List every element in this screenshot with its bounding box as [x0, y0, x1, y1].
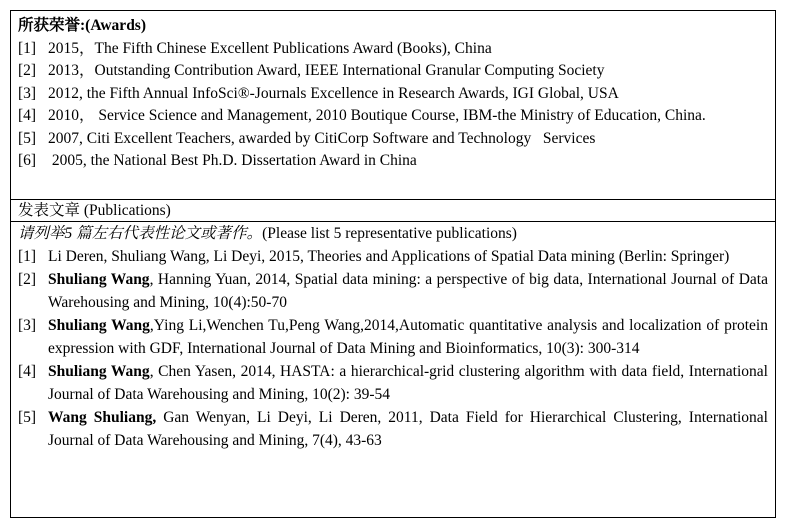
- document-frame: [10, 10, 776, 518]
- publications-section: [11, 222, 775, 452]
- publication-item: [18, 246, 768, 269]
- award-text: 2010， Service Science and Management, 2010 Boutique Course, IBM-the Ministry of Education, China.: [48, 107, 706, 124]
- publication-details: Gan Wenyan, Li Deyi, Li Deren, 2011, Data Field for Hierarchical Clustering, International Journal of Data Warehousing and Mining, 7(4), 43-63: [48, 409, 768, 449]
- publication-number: [5]: [18, 409, 37, 426]
- publication-author-bold: Wang Shuliang,: [48, 409, 157, 426]
- publication-number: [2]: [18, 271, 37, 288]
- award-text: 2015，The Fifth Chinese Excellent Publications Award (Books), China: [48, 39, 492, 57]
- publication-number: [4]: [18, 363, 37, 380]
- award-item: [18, 150, 768, 173]
- publication-citation: [48, 407, 768, 452]
- publication-item: [18, 407, 768, 452]
- publication-author-bold: Shuliang Wang: [48, 271, 150, 288]
- award-item: [18, 60, 768, 83]
- publication-item: [18, 315, 768, 360]
- award-number: [6]: [18, 152, 37, 169]
- publication-details: , Chen Yasen, 2014, HASTA: a hierarchical-grid clustering algorithm with data field, International Journal of Data Warehousing and Mining, 10(2): 39-54: [48, 363, 768, 403]
- award-number: [2]: [18, 62, 37, 79]
- publication-citation: [48, 246, 768, 269]
- award-text: 2012, the Fifth Annual InfoSci®-Journals Excellence in Research Awards, IGI Global, USA: [48, 84, 619, 102]
- publication-author-bold: Shuliang Wang: [48, 317, 150, 334]
- publication-details: Li Deren, Shuliang Wang, Li Deyi, 2015, Theories and Applications of Spatial Data mining (Berlin: Springer): [48, 247, 730, 265]
- award-text: 2007, Citi Excellent Teachers, awarded by CitiCorp Software and Technology Services: [48, 129, 596, 147]
- publications-heading: 发表文章 (Publications): [18, 202, 171, 219]
- award-number: [1]: [18, 39, 37, 57]
- award-item: [18, 105, 768, 128]
- publication-citation: [48, 315, 768, 360]
- award-item: [18, 128, 768, 151]
- award-item: [18, 38, 768, 61]
- awards-section: [11, 11, 775, 200]
- publication-item: [18, 269, 768, 314]
- publication-item: [18, 361, 768, 406]
- publication-number: [1]: [18, 247, 37, 265]
- instruction-english: (Please list 5 representative publications): [262, 225, 517, 242]
- awards-heading: 所获荣誉:(Awards): [18, 17, 147, 34]
- publication-details: , Hanning Yuan, 2014, Spatial data mining: a perspective of big data, International Journal of Data Warehousing and Mining, 10(4):50-70: [48, 271, 768, 311]
- publication-citation: [48, 269, 768, 314]
- award-number: [3]: [18, 84, 37, 102]
- publication-number: [3]: [18, 317, 37, 334]
- publication-details: ,Ying Li,Wenchen Tu,Peng Wang,2014,Automatic quantitative analysis and localization of protein expression with GDF, International Journal of Data Mining and Bioinformatics, 10(3): 300-314: [48, 317, 768, 357]
- publications-instruction: [18, 223, 768, 246]
- publications-heading-row: [11, 200, 775, 222]
- instruction-chinese: 请列举5 篇左右代表性论文或著作。: [18, 225, 263, 242]
- award-number: [5]: [18, 129, 37, 147]
- award-item: [18, 83, 768, 106]
- award-text: 2005, the National Best Ph.D. Dissertation Award in China: [48, 152, 417, 169]
- award-text: 2013，Outstanding Contribution Award, IEEE International Granular Computing Society: [48, 62, 605, 79]
- publication-author-bold: Shuliang Wang: [48, 363, 150, 380]
- award-number: [4]: [18, 107, 37, 124]
- publication-citation: [48, 361, 768, 406]
